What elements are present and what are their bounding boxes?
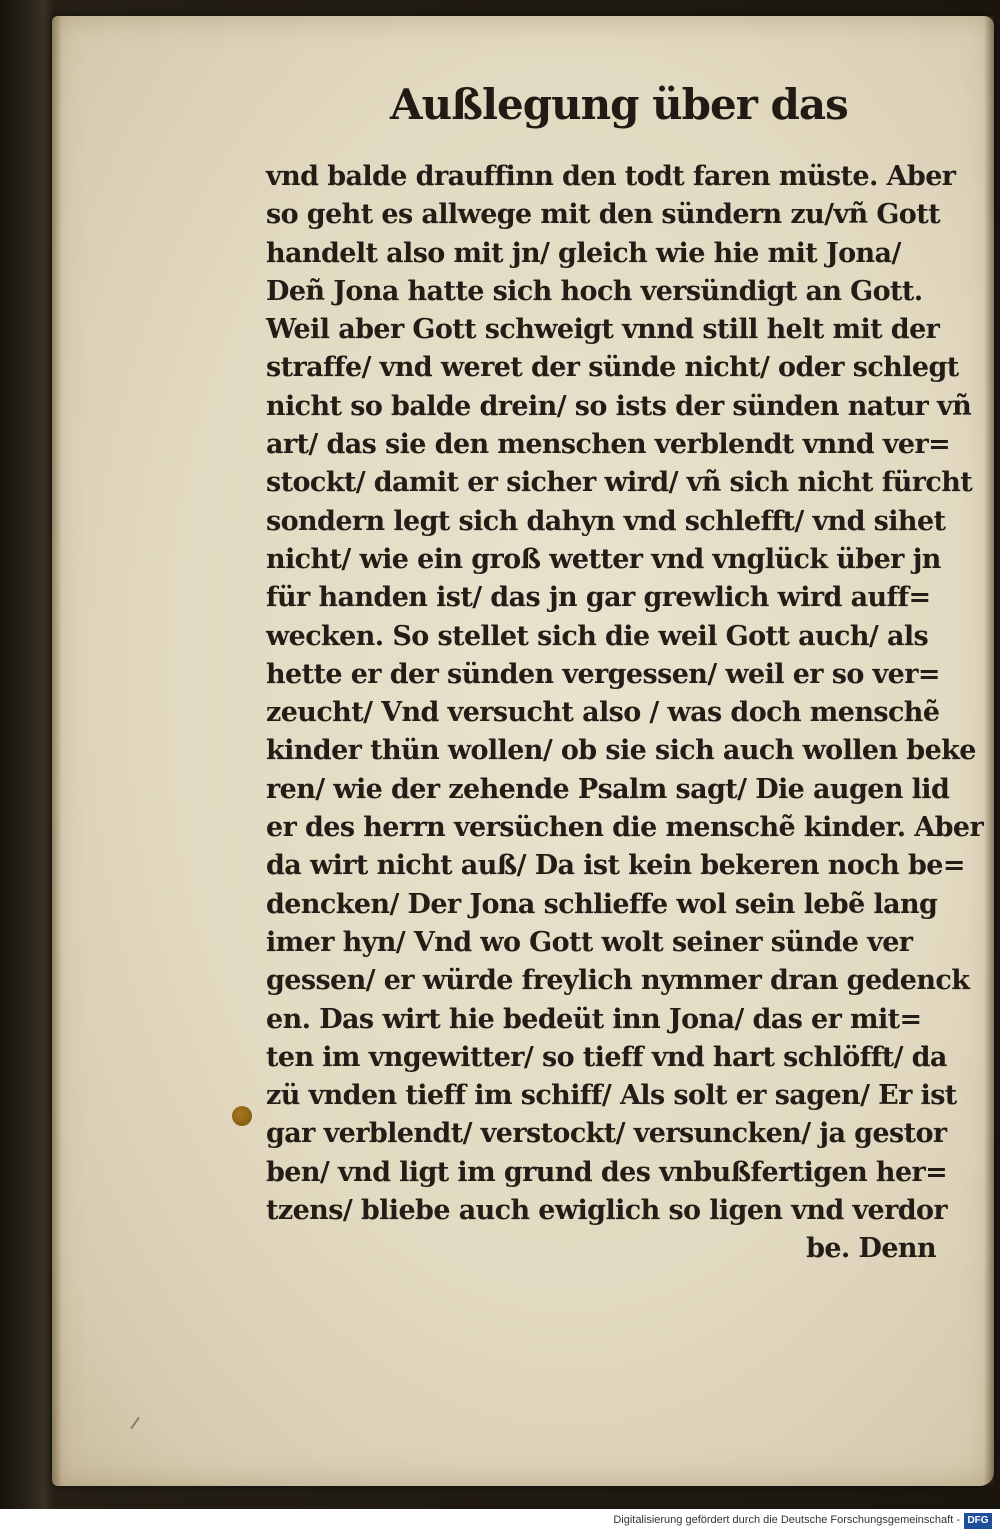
text-line: art/ das sie den menschen verblendt vnnd ver= [266,429,951,461]
page-right-shadow [984,16,994,1486]
text-line: dencken/ Der Jona schlieffe wol sein lebẽ lang [266,888,938,920]
page-left-shadow [52,16,62,1486]
body-text [266,158,984,1269]
funding-credit: Digitalisierung gefördert durch die Deutsche Forschungsgemeinschaft - [613,1514,960,1526]
text-line: für handen ist/ das jn gar grewlich wird auff= [266,582,931,614]
text-line: ten im vngewitter/ so tieff vnd hart schlöfft/ da [266,1041,947,1073]
text-line: ren/ wie der zehende Psalm sagt/ Die augen lid [266,773,950,805]
dfg-logo: DFG [964,1513,992,1529]
text-line: kinder thün wollen/ ob sie sich auch wollen beke [266,735,976,767]
text-line: en. Das wirt hie bedeüt inn Jona/ das er mit= [266,1003,922,1035]
footer-bar [0,1509,1000,1534]
ink-dot [232,1106,252,1126]
text-line: imer hyn/ Vnd wo Gott wolt seiner sünde ver [266,926,913,958]
text-line: tzens/ bliebe auch ewiglich so ligen vnd verdor [266,1195,948,1227]
text-line: handelt also mit jn/ gleich wie hie mit Jona/ [266,237,901,269]
text-line: nicht/ wie ein groß wetter vnd vnglück über jn [266,543,941,575]
text-line: be. Denn [806,1233,936,1265]
text-line: da wirt nicht auß/ Da ist kein bekeren noch be= [266,850,965,882]
running-head: Außlegung über das [390,80,848,129]
text-line: straffe/ vnd weret der sünde nicht/ oder schlegt [266,352,959,384]
text-line: sondern legt sich dahyn vnd schlefft/ vnd sihet [266,505,946,537]
text-line: vnd balde drauffinn den todt faren müste. Aber [266,161,956,192]
text-line: gessen/ er würde freylich nymmer dran gedenck [266,965,970,997]
text-line: nicht so balde drein/ so ists der sünden natur vñ [266,390,972,422]
text-line: ben/ vnd ligt im grund des vnbußfertigen her= [266,1156,948,1188]
text-line: so geht es allwege mit den sündern zu/vñ Gott [266,199,940,231]
text-line: gar verblendt/ verstockt/ versuncken/ ja gestor [266,1118,947,1150]
text-line: er des herrn versüchen die menschẽ kinder. Aber [266,812,984,844]
text-line: wecken. So stellet sich die weil Gott auch/ als [266,620,929,652]
text-line: zeucht/ Vnd versucht also / was doch menschẽ [266,697,940,729]
text-line: Deñ Jona hatte sich hoch versündigt an Gott. [266,275,923,307]
text-line: stockt/ damit er sicher wird/ vñ sich nicht fürcht [266,467,973,499]
text-line: Weil aber Gott schweigt vnnd still helt mit der [266,314,940,346]
text-line: hette er der sünden vergessen/ weil er so ver= [266,658,940,690]
text-line: zü vnden tieff im schiff/ Als solt er sagen/ Er ist [266,1080,957,1112]
